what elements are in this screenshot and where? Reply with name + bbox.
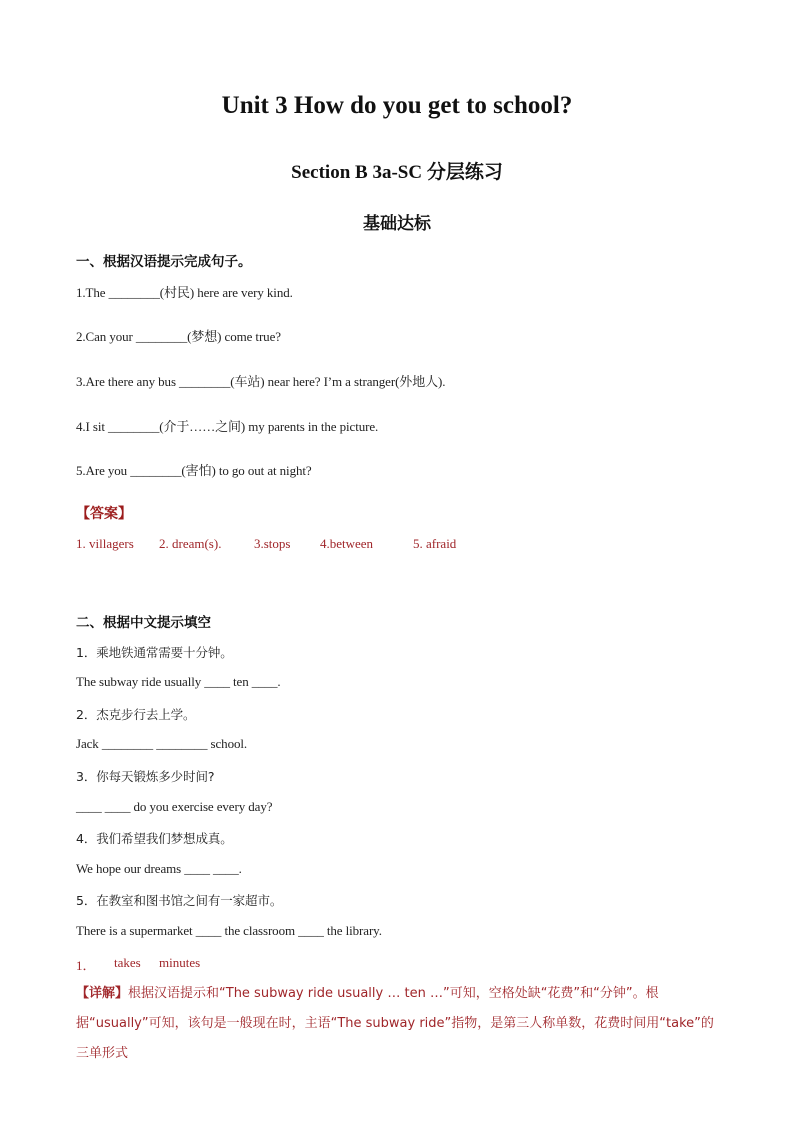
part1-item-1: 1.The ________(村民) here are very kind. [76, 285, 293, 300]
part2-item-4-cn: 4．我们希望我们梦想成真。 [76, 831, 233, 846]
page-title: Unit 3 How do you get to school? [221, 92, 573, 119]
answer-item-4: 4.between [320, 536, 374, 551]
part2-item-5-en: There is a supermarket ____ the classroom ____ the library. [76, 923, 382, 938]
answer-item-3: 3.stops [254, 536, 291, 551]
level-heading: 基础达标 [363, 214, 431, 233]
part2-item-3-cn: 3．你每天锻炼多少时间? [76, 769, 215, 784]
part2-item-4-en: We hope our dreams ____ ____. [76, 861, 242, 876]
part2-item-2-en: Jack ________ ________ school. [76, 736, 248, 751]
part2-item-2-cn: 2．杰克步行去上学。 [76, 707, 196, 722]
part2-answer-a: takes [114, 955, 141, 970]
answer-label: 【答案】 [76, 506, 132, 522]
part2-answer-b: minutes [159, 955, 201, 970]
detail-label: 【详解】 [76, 986, 129, 1001]
part2-item-1-cn: 1．乘地铁通常需要十分钟。 [76, 645, 233, 660]
part2-answer-number: 1． [76, 958, 96, 973]
part1-item-5: 5.Are you ________(害怕) to go out at night? [76, 463, 312, 478]
answer-item-5: 5. afraid [413, 536, 457, 551]
part2-heading: 二、根据中文提示填空 [76, 615, 211, 631]
part1-item-4: 4.I sit ________(介于……之间) my parents in the picture. [76, 419, 379, 434]
part1-item-3: 3.Are there any bus ________(车站) near here? I’m a stranger(外地人). [76, 374, 446, 389]
section-subtitle: Section B 3a-SC 分层练习 [291, 162, 503, 183]
part2-item-5-cn: 5．在教室和图书馆之间有一家超市。 [76, 893, 283, 908]
part2-item-1-en: The subway ride usually ____ ten ____. [76, 674, 281, 689]
answer-item-2: 2. dream(s). [159, 536, 222, 551]
detail-text: 根据汉语提示和“The subway ride usually … ten …”可知，空格处缺“花费”和“分钟”。根据“usually”可知，该句是一般现在时，主语“The subway ride”指物，是第三人称单数，花费时间用“take”的三单形式 [76, 986, 714, 1061]
part1-item-2: 2.Can your ________(梦想) come true? [76, 329, 281, 344]
part1-heading: 一、根据汉语提示完成句子。 [76, 254, 252, 270]
part2-item-3-en: ____ ____ do you exercise every day? [76, 799, 273, 814]
detail-explanation [76, 979, 721, 1069]
answer-item-1: 1. villagers [76, 536, 134, 551]
